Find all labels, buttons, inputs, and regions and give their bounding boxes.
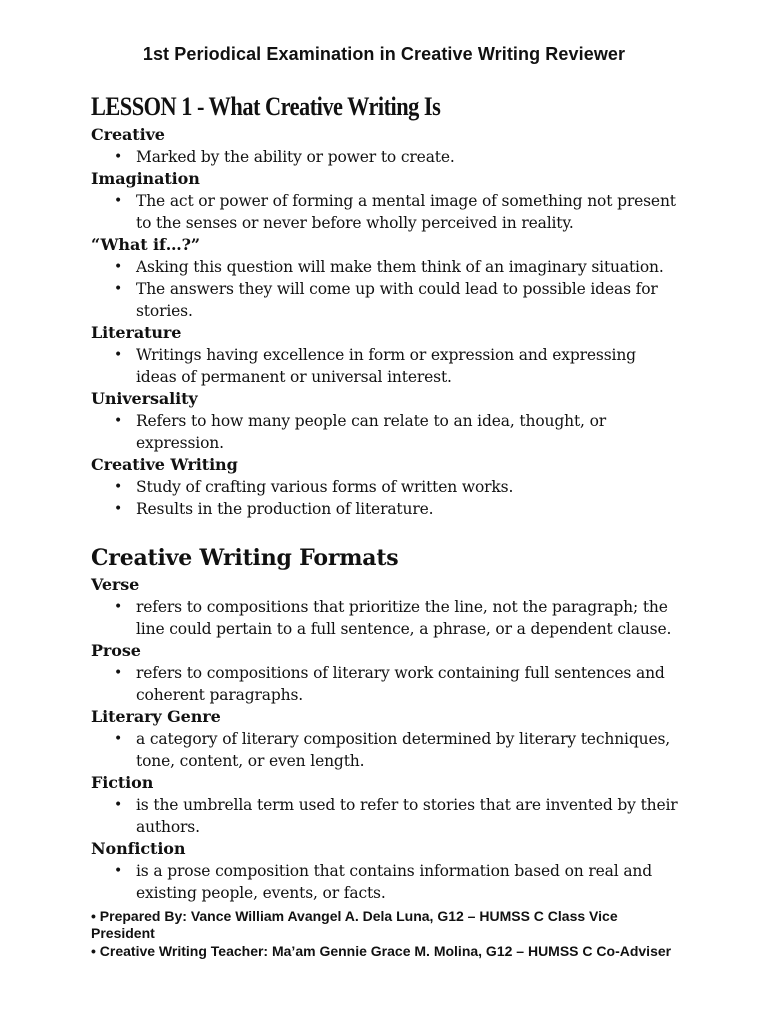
bullet-dot-icon: • bbox=[114, 347, 123, 363]
bullet-item bbox=[91, 344, 681, 388]
term-bullet-list bbox=[91, 860, 691, 904]
bullet-item bbox=[91, 146, 681, 168]
term-bullet-list bbox=[91, 728, 691, 772]
formats-heading: Creative Writing Formats bbox=[91, 545, 399, 571]
term-bullet-list bbox=[91, 146, 691, 168]
term-bullet-list bbox=[91, 596, 691, 640]
bullet-dot-icon: • bbox=[114, 413, 123, 429]
bullet-text: The answers they will come up with could lead to possible ideas for stories. bbox=[136, 280, 658, 320]
bullet-text: Marked by the ability or power to create. bbox=[136, 148, 455, 166]
bullet-item bbox=[91, 794, 681, 838]
bullet-item bbox=[91, 410, 681, 454]
term-heading: Nonfiction bbox=[91, 839, 186, 858]
formats-list bbox=[91, 574, 691, 904]
bullet-item bbox=[91, 278, 681, 322]
footer-prepared-by: • Prepared By: Vance William Avangel A. Dela Luna, G12 – HUMSS C Class Vice President bbox=[91, 908, 618, 941]
bullet-dot-icon: • bbox=[114, 281, 123, 297]
lesson-heading: LESSON 1 - What Creative Writing Is bbox=[91, 92, 441, 121]
bullet-text: refers to compositions that prioritize the line, not the paragraph; the line could pertain to a full sentence, a phrase, or a dependent clause. bbox=[136, 598, 672, 638]
term-bullet-list bbox=[91, 476, 691, 520]
term-bullet-list bbox=[91, 410, 691, 454]
term-heading: Literature bbox=[91, 323, 182, 342]
bullet-dot-icon: • bbox=[114, 149, 123, 165]
bullet-item bbox=[91, 596, 681, 640]
bullet-text: is the umbrella term used to refer to stories that are invented by their authors. bbox=[136, 796, 678, 836]
document-title: 1st Periodical Examination in Creative Writing Reviewer bbox=[142, 44, 626, 64]
lesson-section bbox=[91, 124, 691, 520]
bullet-text: is a prose composition that contains information based on real and existing people, events, or facts. bbox=[136, 862, 653, 902]
formats-section bbox=[91, 542, 691, 904]
bullet-dot-icon: • bbox=[114, 863, 123, 879]
bullet-dot-icon: • bbox=[114, 797, 123, 813]
term-bullet-list bbox=[91, 344, 691, 388]
bullet-text: Writings having excellence in form or expression and expressing ideas of permanent or universal interest. bbox=[136, 346, 636, 386]
term-bullet-list bbox=[91, 190, 691, 234]
bullet-item bbox=[91, 498, 681, 520]
term-heading: Literary Genre bbox=[91, 707, 221, 726]
bullet-text: The act or power of forming a mental image of something not present to the senses or never before wholly perceived in reality. bbox=[136, 192, 676, 232]
bullet-text: refers to compositions of literary work containing full sentences and coherent paragraphs. bbox=[136, 664, 665, 704]
bullet-text: Refers to how many people can relate to an idea, thought, or expression. bbox=[136, 412, 607, 452]
bullet-dot-icon: • bbox=[114, 259, 123, 275]
term-bullet-list bbox=[91, 256, 691, 322]
bullet-text: Results in the production of literature. bbox=[136, 500, 434, 518]
bullet-dot-icon: • bbox=[114, 599, 123, 615]
footer bbox=[91, 908, 681, 961]
term-heading: Prose bbox=[91, 641, 141, 660]
bullet-text: Asking this question will make them think of an imaginary situation. bbox=[136, 258, 664, 276]
bullet-item bbox=[91, 662, 681, 706]
term-heading: Verse bbox=[91, 575, 140, 594]
term-bullet-list bbox=[91, 662, 691, 706]
footer-teacher: • Creative Writing Teacher: Ma’am Gennie Grace M. Molina, G12 – HUMSS C Co-Adviser bbox=[91, 943, 672, 959]
term-heading: Imagination bbox=[91, 169, 200, 188]
term-heading: Creative Writing bbox=[91, 455, 238, 474]
term-heading: Universality bbox=[91, 389, 198, 408]
bullet-dot-icon: • bbox=[114, 665, 123, 681]
term-bullet-list bbox=[91, 794, 691, 838]
bullet-text: Study of crafting various forms of written works. bbox=[136, 478, 514, 496]
bullet-dot-icon: • bbox=[114, 479, 123, 495]
term-heading: “What if…?” bbox=[91, 235, 201, 254]
bullet-text: a category of literary composition determined by literary techniques, tone, content, or even length. bbox=[136, 730, 671, 770]
bullet-item bbox=[91, 860, 681, 904]
term-heading: Creative bbox=[91, 125, 165, 144]
bullet-item bbox=[91, 256, 681, 278]
bullet-dot-icon: • bbox=[114, 193, 123, 209]
term-heading: Fiction bbox=[91, 773, 154, 792]
bullet-item bbox=[91, 728, 681, 772]
bullet-item bbox=[91, 476, 681, 498]
bullet-dot-icon: • bbox=[114, 731, 123, 747]
bullet-dot-icon: • bbox=[114, 501, 123, 517]
bullet-item bbox=[91, 190, 681, 234]
